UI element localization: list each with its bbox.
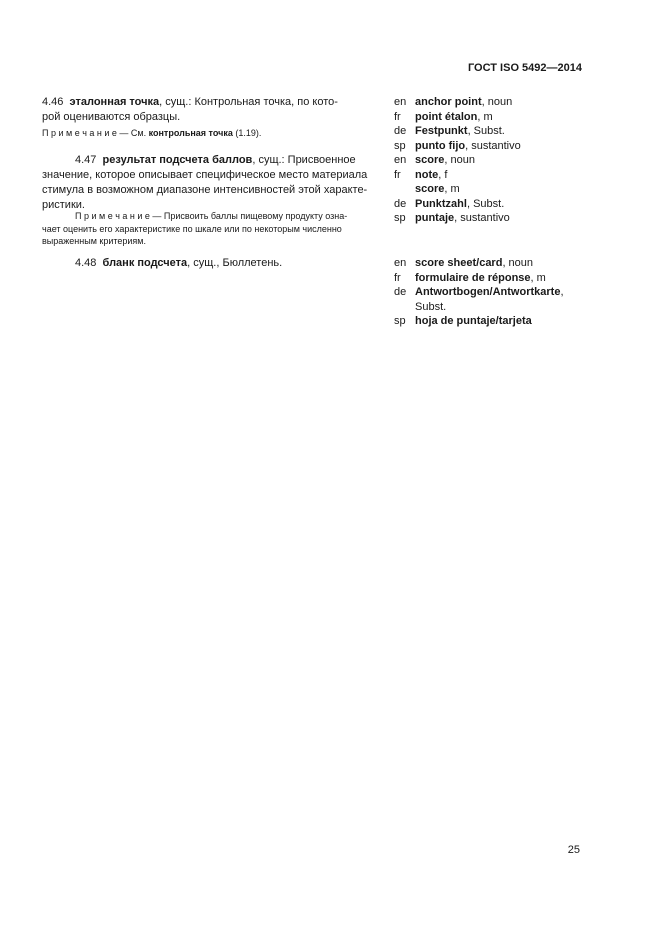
entry-term: бланк подсчета	[102, 257, 188, 269]
equivalent-pos: , noun	[444, 154, 475, 166]
equivalent-row	[394, 153, 594, 168]
lang-code	[394, 300, 415, 315]
equivalent-term: hoja de puntaje/tarjeta	[415, 315, 532, 327]
equivalent-row	[394, 197, 594, 212]
note-text: — Присвоить баллы пищевому продукту озна-	[149, 211, 348, 221]
equivalent-term: formulaire de réponse	[415, 271, 531, 284]
entry-number: 4.48	[75, 257, 97, 269]
entry-4-46	[42, 95, 379, 125]
equivalent-pos: Subst.	[415, 300, 447, 313]
equivalent-row	[394, 271, 594, 286]
equivalent-pos: , m	[444, 183, 460, 195]
entry-4-47	[42, 153, 379, 213]
equivalent-row	[394, 95, 594, 110]
equivalent-pos: , sustantivo	[454, 212, 510, 224]
entry-definition: , сущ., Бюллетень.	[187, 257, 283, 269]
lang-code	[394, 182, 415, 197]
equivalent-term: Punktzahl	[415, 197, 467, 210]
equivalent-term: point étalon	[415, 110, 478, 123]
equivalent-term: score	[415, 183, 445, 195]
note-reference: контрольная точка	[148, 128, 233, 138]
equivalent-pos: , m	[477, 110, 493, 123]
lang-code: fr	[394, 110, 401, 123]
entry-term: эталонная точка	[69, 96, 160, 108]
equivalent-pos: , Subst.	[467, 125, 505, 137]
entry-number: 4.46	[42, 96, 64, 108]
entry-definition-line: ристики.	[42, 199, 85, 211]
equivalents-4-48	[394, 256, 594, 329]
page-number: 25	[567, 844, 580, 856]
equivalent-pos: , noun	[502, 257, 534, 269]
entry-definition: , сущ.: Контрольная точка, по кото-	[159, 96, 338, 108]
note-text: — См.	[116, 128, 149, 138]
equivalent-term: note	[415, 168, 439, 181]
equivalent-pos: ,	[560, 286, 564, 298]
equivalent-term: Festpunkt	[415, 125, 468, 137]
equivalent-pos: , noun	[481, 96, 513, 108]
lang-code: sp	[394, 212, 406, 224]
lang-code: fr	[394, 168, 401, 181]
note-label: П р и м е ч а н и е	[42, 128, 117, 138]
note-text-line: чает оценить его характеристике по шкале или по некоторым численно	[42, 223, 342, 234]
equivalent-term: puntaje	[415, 212, 455, 224]
lang-code: sp	[394, 315, 406, 327]
lang-code: en	[394, 96, 407, 108]
note-label: П р и м е ч а н и е	[75, 211, 150, 221]
equivalent-row	[394, 168, 594, 183]
equivalent-row	[394, 110, 594, 125]
equivalent-pos: , m	[530, 271, 546, 284]
equivalent-row	[394, 124, 594, 139]
equivalent-pos: , Subst.	[466, 197, 505, 210]
equivalent-pos: , sustantivo	[465, 139, 521, 152]
equivalent-row	[394, 285, 594, 300]
lang-code: sp	[394, 139, 406, 152]
lang-code: en	[394, 154, 407, 166]
equivalents-4-46	[394, 95, 594, 153]
note-text-line: выраженным критериям.	[42, 236, 146, 246]
entry-definition-line: рой оцениваются образцы.	[42, 111, 181, 123]
note-tail: (1.19).	[232, 128, 262, 138]
equivalent-term: score	[415, 154, 445, 166]
equivalent-term: score sheet/card	[415, 257, 503, 269]
equivalent-term: punto fijo	[415, 139, 466, 152]
equivalent-row	[394, 256, 594, 271]
equivalent-term: anchor point	[415, 96, 482, 108]
entry-definition-line: стимула в возможном диапазоне интенсивностей этой характе-	[42, 184, 368, 196]
note-4-47	[42, 210, 379, 248]
entry-term: результат подсчета баллов	[102, 154, 253, 166]
entry-4-48	[42, 256, 379, 271]
entry-number: 4.47	[75, 154, 97, 166]
equivalent-term: Antwortbogen/Antwortkarte	[415, 286, 561, 298]
lang-code: de	[394, 125, 407, 137]
lang-code: de	[394, 197, 407, 210]
equivalent-row	[394, 182, 594, 197]
note-4-46	[42, 127, 379, 140]
equivalent-row	[394, 139, 594, 154]
equivalents-4-47	[394, 153, 594, 226]
lang-code: fr	[394, 271, 401, 284]
equivalent-row	[394, 300, 594, 315]
equivalent-row	[394, 211, 594, 226]
lang-code: en	[394, 257, 407, 269]
lang-code: de	[394, 286, 407, 298]
equivalent-pos: , f	[438, 168, 448, 181]
equivalent-row	[394, 314, 594, 329]
entry-definition-line: значение, которое описывает специфическое место материала	[42, 169, 368, 181]
standard-header: ГОСТ ISO 5492—2014	[467, 62, 582, 74]
entry-definition: , сущ.: Присвоенное	[252, 154, 356, 166]
